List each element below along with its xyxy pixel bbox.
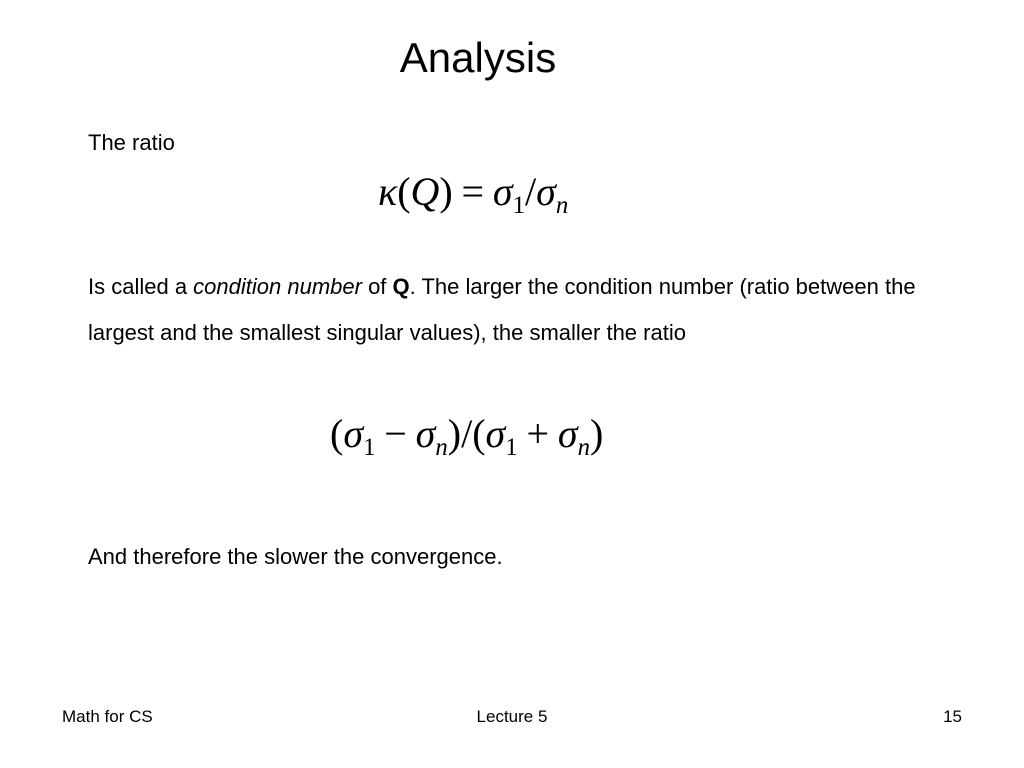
sigma-symbol: σ: [343, 411, 364, 456]
intro-text: The ratio: [88, 130, 175, 155]
sigma-symbol: σ: [485, 411, 506, 456]
plus-sign: +: [526, 411, 550, 456]
matrix-q-bold: Q: [392, 274, 410, 299]
condition-number-paragraph: [88, 264, 968, 356]
subscript-1: 1: [512, 191, 526, 219]
footer-lecture: Lecture 5: [476, 707, 548, 726]
subscript-n: n: [577, 433, 590, 461]
sigma-symbol: σ: [492, 169, 513, 214]
open-paren: (: [397, 169, 411, 214]
open-paren: (: [330, 411, 344, 456]
close-paren: ): [447, 411, 462, 456]
convergence-ratio-equation: [330, 410, 604, 461]
kappa-symbol: κ: [378, 169, 398, 214]
paragraph-text: Is called a: [88, 274, 194, 299]
matrix-q: Q: [410, 169, 440, 214]
minus-sign: −: [384, 411, 407, 456]
subscript-1: 1: [363, 433, 376, 461]
open-paren: (: [472, 411, 486, 456]
footer-course: Math for CS: [62, 707, 153, 726]
close-paren: ): [589, 411, 604, 456]
footer-page-number: 15: [943, 707, 962, 726]
condition-number-equation: [378, 168, 569, 219]
paragraph-text: of: [361, 274, 393, 299]
sigma-symbol: σ: [415, 411, 436, 456]
subscript-n: n: [555, 191, 569, 219]
condition-number-emphasis: condition number: [193, 274, 362, 299]
closing-text: And therefore the slower the convergence.: [88, 544, 503, 569]
sigma-symbol: σ: [557, 411, 578, 456]
subscript-n: n: [435, 433, 448, 461]
paragraph-text: . The larger the condition number (ratio between the largest and the smallest singular values), the smaller the ratio: [88, 274, 916, 345]
equals-sign: =: [461, 169, 485, 214]
slide-title: Analysis: [399, 34, 557, 81]
sigma-symbol: σ: [536, 169, 556, 214]
slash: /: [461, 411, 473, 456]
close-paren: ): [439, 169, 453, 214]
subscript-1: 1: [505, 433, 518, 461]
slash: /: [525, 169, 537, 214]
